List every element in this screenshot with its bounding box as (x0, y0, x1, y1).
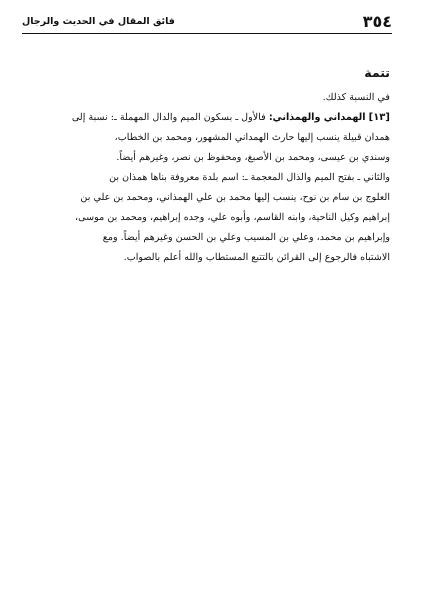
page-number: ٣٥٤ (362, 12, 392, 31)
entry-title: الهمداني والهمذاني: (268, 112, 366, 123)
entry-first-line (24, 108, 390, 128)
second-meaning-line-4: وإبراهيم بن محمد، وعلي بن المسيب وعلي بن الحسن وغيرهم أيضاً. ومع (102, 232, 390, 243)
second-meaning-line-3: إبراهيم وكيل الناحية، وابنه القاسم، وأبوه علي، وجده إبراهيم، ومحمد بن موسى، (75, 212, 390, 223)
page-body (24, 62, 390, 268)
entry-line-3: وسندي بن عيسى، ومحمد بن الأصبغ، ومحفوظ بن نصر، وغيرهم أيضاً. (116, 152, 390, 163)
second-meaning-line-1: والثاني ـ بفتح الميم والذال المعجمة ـ: اسم بلدة معروفة بناها همذان بن (109, 172, 390, 183)
page-header (22, 13, 392, 31)
entry-first-line-text: فالأول ـ بسكون الميم والدال المهملة ـ: نسبة إلى (71, 112, 266, 123)
second-meaning-line-2: العلوج بن سام بن نوح، ينسب إليها محمد بن علي الهمذاني، ومحمد بن علي بن (80, 192, 390, 203)
header-divider (22, 33, 392, 34)
entry-number: [١٣] (368, 112, 390, 123)
paragraph-intro: في النسبة كذلك. (322, 92, 390, 103)
running-title: فائق المقال في الحديث والرجال (22, 16, 175, 27)
section-heading: تتمة (364, 65, 390, 80)
second-meaning-line-5: الاشتباه فالرجوع إلى القرائن بالتتبع المستطاب والله أعلم بالصواب. (123, 252, 390, 263)
entry-line-2: همدان قبيلة ينسب إليها حارث الهمداني المشهور، ومحمد بن الخطاب، (114, 132, 390, 143)
